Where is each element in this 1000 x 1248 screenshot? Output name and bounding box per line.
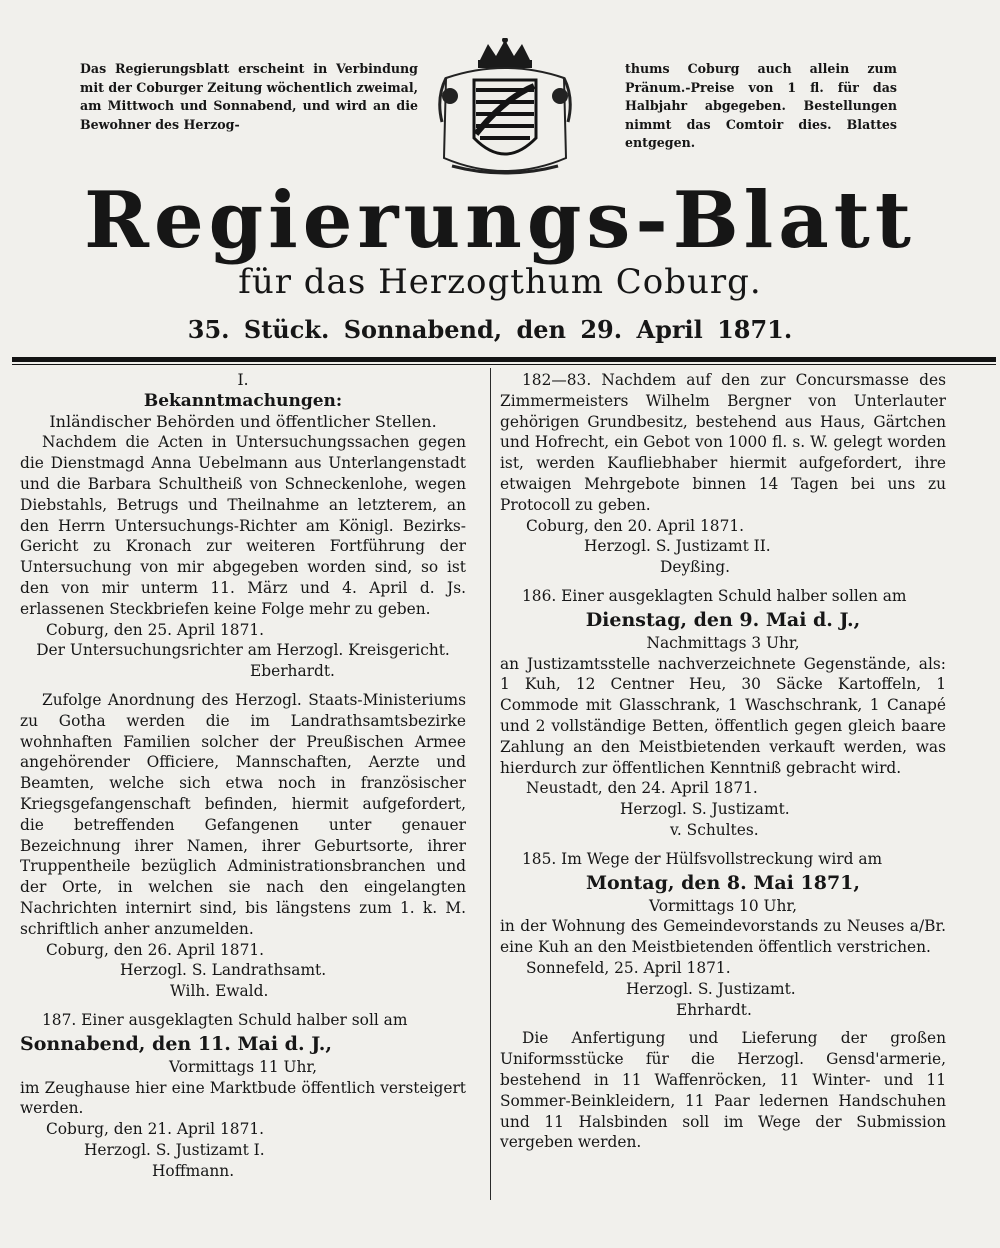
notice-text: 187. Einer ausgeklagten Schuld halber soll am — [42, 1010, 408, 1029]
notice-text: 182—83. Nachdem auf den zur Concursmasse des Zimmermeisters Wilhelm Bergner von Unterlauter gehörigen Grundbesitz, bestehend aus Haus, Gärtchen und Hofrecht, ein Gebot von 1000 fl. s. W. gelegt worden ist, werden Kaufliebhaber hiermit aufgefordert, ihre etwaigen Mehrgebote binnen 14 Tagen bei uns zu Protocoll zu geben. — [500, 371, 946, 514]
column-divider — [490, 368, 491, 1200]
section-subtitle: Inländischer Behörden und öffentlicher Stellen. — [49, 411, 437, 431]
section-title: Bekanntmachungen: — [143, 390, 343, 411]
notice-authority: Herzogl. S. Justizamt. — [620, 800, 790, 819]
notice-text: in der Wohnung des Gemeindevorstands zu Neuses a/Br. eine Kuh an den Meistbietenden öffentlich verstrichen. — [500, 917, 946, 957]
notice-text: an Justizamtsstelle nachverzeichnete Gegenstände, als: 1 Kuh, 12 Centner Heu, 30 Säcke Kartoffeln, 1 Commode mit Glasschrank, 1 Waschschrank, 1 Canapé und 2 vollständige Betten, öffentlich gegen gleich baare Zahlung an den Meistbietenden verkauft werden, was hierdurch zur öffentlichen Kenntniß gebracht wird. — [500, 654, 946, 777]
notice-signature: Deyßing. — [660, 558, 731, 577]
header-rule-thin — [12, 364, 996, 365]
right-column — [500, 370, 946, 1153]
notice-signature: v. Schultes. — [670, 820, 759, 839]
notice-date: Montag, den 8. Mai 1871, — [585, 871, 861, 894]
issue-line: 35. Stück. Sonnabend, den 29. April 1871. — [187, 315, 793, 344]
notice-time: Nachmittags 3 Uhr, — [646, 633, 800, 652]
notice-text: 185. Im Wege der Hülfsvollstreckung wird am — [522, 849, 883, 868]
notice-authority: Der Untersuchungsrichter am Herzogl. Kreisgericht. — [36, 641, 450, 660]
notice-place-date: Coburg, den 21. April 1871. — [46, 1120, 265, 1139]
masthead-title: Regierungs-Blatt — [84, 175, 916, 266]
coat-of-arms-icon — [416, 38, 594, 184]
notice-signature: Ehrhardt. — [676, 1000, 752, 1019]
notice-place-date: Neustadt, den 24. April 1871. — [526, 779, 758, 798]
left-column — [20, 370, 466, 1181]
notice-place-date: Coburg, den 20. April 1871. — [526, 516, 745, 535]
notice-time: Vormittags 10 Uhr, — [649, 896, 797, 915]
intro-right-text: thums Coburg auch allein zum Pränum.-Preise von 1 fl. für das Halbjahr abgegeben. Bestellungen nimmt das Comtoir dies. Blattes entgegen. — [625, 61, 897, 151]
notice-text: Zufolge Anordnung des Herzogl. Staats-Ministeriums zu Gotha werden die im Landrathsamtsbezirke wohnhaften Familien solcher der Preußischen Armee angehörender Officiere, Mannschaften, Aerzte und Beamten, welche sich etwa noch in französischer Kriegsgefangenschaft befinden, hiermit aufgefordert, die betreffenden Gefangenen unter genauer Bezeichnung ihrer Namen, ihrer Geburtsorte, ihrer Truppentheile bezüglich Administrationsbranchen und der Orte, in welchen sie nach den eingelangten Nachrichten internirt sind, bis längstens zum 1. k. M. schriftlich anher anzumelden. — [20, 690, 466, 938]
notice-place-date: Coburg, den 26. April 1871. — [46, 940, 265, 959]
masthead-subtitle: für das Herzogthum Coburg. — [238, 262, 762, 302]
notice-authority: Herzogl. S. Landrathsamt. — [120, 961, 327, 980]
notice-text: Die Anfertigung und Lieferung der großen Uniformsstücke für die Herzogl. Gensd'armerie, bestehend in 11 Waffenröcken, 11 Winter- und 11 Sommer-Beinkleidern, 11 Paar ledernen Handschuhen und 11 Halsbinden soll im Wege der Submission vergeben werden. — [500, 1029, 946, 1152]
notice-date: Dienstag, den 9. Mai d. J., — [585, 608, 861, 631]
header-rule — [12, 357, 996, 362]
notice-place-date: Sonnefeld, 25. April 1871. — [526, 958, 731, 977]
notice-authority: Herzogl. S. Justizamt. — [626, 979, 796, 998]
notice-authority: Herzogl. S. Justizamt I. — [84, 1140, 265, 1159]
notice-date: Sonnabend, den 11. Mai d. J., — [20, 1032, 332, 1055]
notice-time: Vormittags 11 Uhr, — [169, 1057, 317, 1076]
notice-signature: Eberhardt. — [250, 662, 335, 681]
notice-signature: Wilh. Ewald. — [170, 982, 269, 1001]
notice-signature: Hoffmann. — [152, 1161, 235, 1180]
notice-text: im Zeughause hier eine Marktbude öffentlich versteigert werden. — [20, 1078, 466, 1118]
notice-authority: Herzogl. S. Justizamt II. — [584, 537, 771, 556]
notice-text: Nachdem die Acten in Untersuchungssachen gegen die Dienstmagd Anna Uebelmann aus Unterlangenstadt und die Barbara Schultheiß von Schneckenlohe, wegen Diebstahls, Betrugs und Theilnahme an letzterem, an den Herrn Untersuchungs-Richter am Königl. Bezirks-Gericht zu Kronach zur weiteren Fortführung der Untersuchung von mir abgegeben worden sind, so ist den von mir unterm 11. März und 4. April d. Js. erlassenen Steckbriefen keine Folge mehr zu geben. — [20, 433, 466, 618]
section-number: I. — [237, 371, 249, 389]
notice-place-date: Coburg, den 25. April 1871. — [46, 620, 265, 639]
intro-left-text: Das Regierungsblatt erscheint in Verbindung mit der Coburger Zeitung wöchentlich zweimal, am Mittwoch und Sonnabend, und wird an die Bewohner des Herzog- — [80, 61, 418, 132]
notice-text: 186. Einer ausgeklagten Schuld halber sollen am — [522, 586, 907, 605]
